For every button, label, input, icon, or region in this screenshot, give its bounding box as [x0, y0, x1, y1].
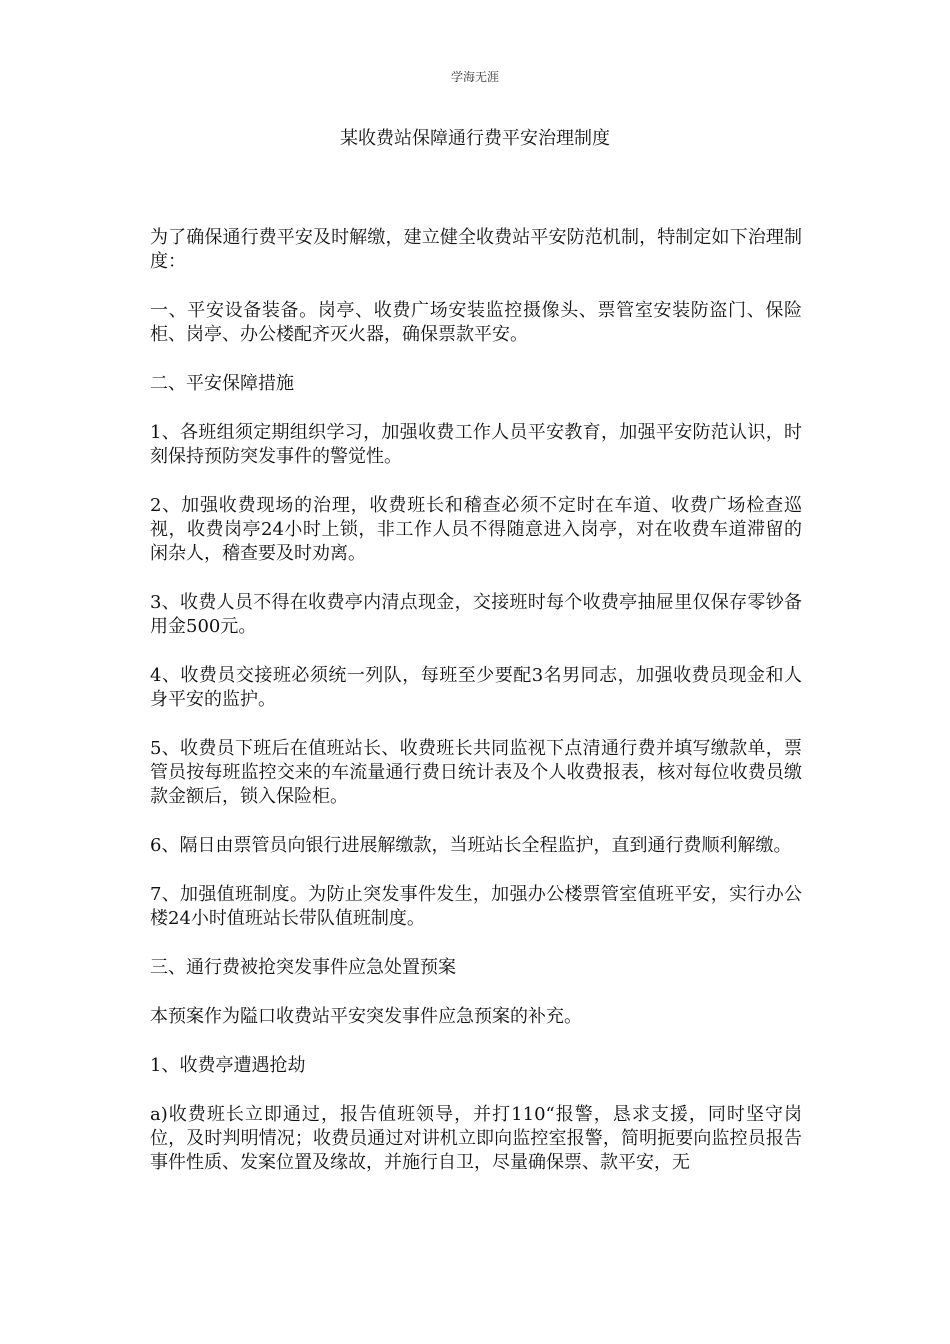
document-body	[150, 226, 802, 1200]
subsection-heading-1: 1、收费亭遭遇抢劫	[150, 1055, 306, 1076]
paragraph-item-3: 3、收费人员不得在收费亭内清点现金，交接班时每个收费亭抽屉里仅保存零钞备用金500元。	[150, 592, 802, 637]
section-heading-3: 三、通行费被抢突发事件应急处置预案	[150, 957, 456, 978]
document-title: 某收费站保障通行费平安治理制度	[340, 128, 610, 149]
paragraph-item-1: 1、各班组须定期组织学习，加强收费工作人员平安教育，加强平安防范认识，时刻保持预防突发事件的警觉性。	[150, 422, 802, 467]
paragraph-item-6: 6、隔日由票管员向银行进展解缴款，当班站长全程监护，直到通行费顺利解缴。	[150, 835, 792, 856]
page-header: 学海无涯	[450, 70, 499, 84]
paragraph-item-7: 7、加强值班制度。为防止突发事件发生，加强办公楼票管室值班平安，实行办公楼24小时值班站长带队值班制度。	[150, 884, 802, 929]
paragraph-item-5: 5、收费员下班后在值班站长、收费班长共同监视下点清通行费并填写缴款单，票管员按每班监控交来的车流量通行费日统计表及个人收费报表，核对每位收费员缴款金额后，锁入保险柜。	[150, 738, 802, 807]
paragraph-intro: 为了确保通行费平安及时解缴，建立健全收费站平安防范机制，特制定如下治理制度：	[150, 227, 802, 272]
section-heading-2: 二、平安保障措施	[150, 373, 294, 394]
paragraph-item-4: 4、收费员交接班必须统一列队，每班至少要配3名男同志，加强收费员现金和人身平安的监护。	[150, 665, 802, 710]
paragraph-plan-note: 本预案作为隘口收费站平安突发事件应急预案的补充。	[150, 1006, 582, 1027]
paragraph-section-1: 一、平安设备装备。岗亭、收费广场安装监控摄像头、票管室安装防盗门、保险柜、岗亭、办公楼配齐灭火器，确保票款平安。	[150, 300, 802, 345]
paragraph-item-2: 2、加强收费现场的治理，收费班长和稽查必须不定时在车道、收费广场检查巡视，收费岗亭24小时上锁，非工作人员不得随意进入岗亭，对在收费车道滞留的闲杂人，稽查要及时劝离。	[150, 495, 802, 564]
paragraph-item-a: a)收费班长立即通过，报告值班领导，并打110“报警，恳求支援，同时坚守岗位，及时判明情况；收费员通过对讲机立即向监控室报警，简明扼要向监控员报告事件性质、发案位置及缘故，并施行自卫，尽量确保票、款平安，无	[150, 1104, 802, 1173]
